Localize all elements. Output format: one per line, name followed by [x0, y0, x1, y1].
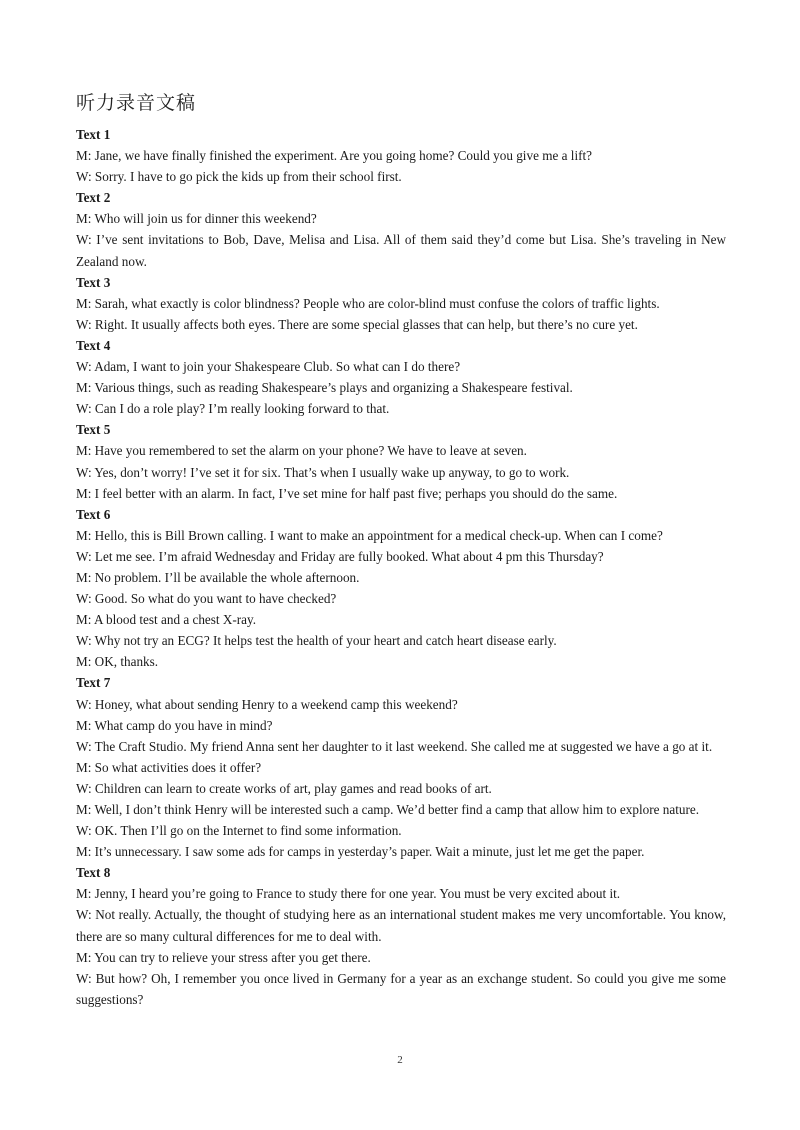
section-heading: Text 3	[76, 274, 111, 290]
dialogue-line: M: So what activities does it offer?	[76, 759, 262, 775]
dialogue-line: M: OK, thanks.	[76, 654, 159, 670]
section-heading: Text 5	[76, 422, 111, 438]
dialogue-line: M: Sarah, what exactly is color blindness? People who are color-blind must confuse the colors of traffic lights.	[76, 295, 660, 311]
dialogue-line: M: You can try to relieve your stress after you get there.	[76, 949, 371, 965]
dialogue-line: W: Children can learn to create works of art, play games and read books of art.	[76, 780, 492, 796]
dialogue-line: W: But how? Oh, I remember you once lived in Germany for a year as an exchange student. So could you give me some suggestions?	[76, 970, 726, 1007]
page-title: 听力录音文稿	[76, 92, 197, 114]
dialogue-line: W: Yes, don’t worry! I’ve set it for six. That’s when I usually wake up anyway, to go to work.	[76, 464, 570, 480]
section-heading: Text 8	[76, 865, 111, 881]
dialogue-line: W: Sorry. I have to go pick the kids up from their school first.	[76, 169, 402, 185]
section-heading: Text 6	[76, 506, 111, 522]
dialogue-line: M: Various things, such as reading Shakespeare’s plays and organizing a Shakespeare festival.	[76, 380, 573, 396]
dialogue-line: W: Not really. Actually, the thought of studying here as an international student makes me very uncomfortable. You know, there are so many cultural differences for me to deal with.	[76, 907, 726, 944]
section-heading: Text 1	[76, 127, 111, 142]
dialogue-line: W: Why not try an ECG? It helps test the health of your heart and catch heart disease early.	[76, 633, 557, 649]
page-number: 2	[397, 1054, 403, 1066]
dialogue-line: M: Well, I don’t think Henry will be interested such a camp. We’d better find a camp that allow him to explore nature.	[76, 802, 700, 817]
dialogue-line: W: Right. It usually affects both eyes. There are some special glasses that can help, but there’s no cure yet.	[76, 316, 638, 332]
section-heading: Text 4	[76, 337, 111, 353]
dialogue-line: W: I’ve sent invitations to Bob, Dave, Melisa and Lisa. All of them said they’d come but Lisa. She’s traveling in New Zealand now.	[76, 232, 726, 269]
dialogue-line: M: No problem. I’ll be available the whole afternoon.	[76, 569, 360, 585]
dialogue-line: W: Let me see. I’m afraid Wednesday and Friday are fully booked. What about 4 pm this Thursday?	[76, 548, 604, 564]
dialogue-line: M: Jenny, I heard you’re going to France to study there for one year. You must be very excited about it.	[76, 886, 621, 902]
dialogue-line: M: Have you remembered to set the alarm on your phone? We have to leave at seven.	[76, 443, 527, 459]
dialogue-line: W: Honey, what about sending Henry to a weekend camp this weekend?	[76, 696, 458, 712]
dialogue-line: W: Adam, I want to join your Shakespeare Club. So what can I do there?	[76, 359, 461, 375]
section-heading: Text 2	[76, 190, 111, 206]
dialogue-line: W: The Craft Studio. My friend Anna sent her daughter to it last weekend. She called me at suggested we have a go at it.	[76, 738, 713, 754]
dialogue-line: M: Hello, this is Bill Brown calling. I want to make an appointment for a medical check-up. When can I come?	[76, 527, 663, 543]
dialogue-line: M: Who will join us for dinner this weekend?	[76, 211, 317, 227]
dialogue-line: M: It’s unnecessary. I saw some ads for camps in yesterday’s paper. Wait a minute, just let me get the paper.	[76, 844, 645, 860]
dialogue-line: W: Can I do a role play? I’m really looking forward to that.	[76, 401, 390, 417]
transcript-body	[76, 124, 726, 1010]
dialogue-line: M: I feel better with an alarm. In fact, I’ve set mine for half past five; perhaps you should do the same.	[76, 485, 618, 501]
dialogue-line: M: What camp do you have in mind?	[76, 717, 273, 733]
dialogue-line: M: A blood test and a chest X-ray.	[76, 612, 257, 628]
dialogue-line: W: OK. Then I’ll go on the Internet to find some information.	[76, 823, 402, 839]
section-heading: Text 7	[76, 675, 111, 691]
dialogue-line: W: Good. So what do you want to have checked?	[76, 591, 337, 607]
dialogue-line: M: Jane, we have finally finished the experiment. Are you going home? Could you give me a lift?	[76, 148, 593, 164]
